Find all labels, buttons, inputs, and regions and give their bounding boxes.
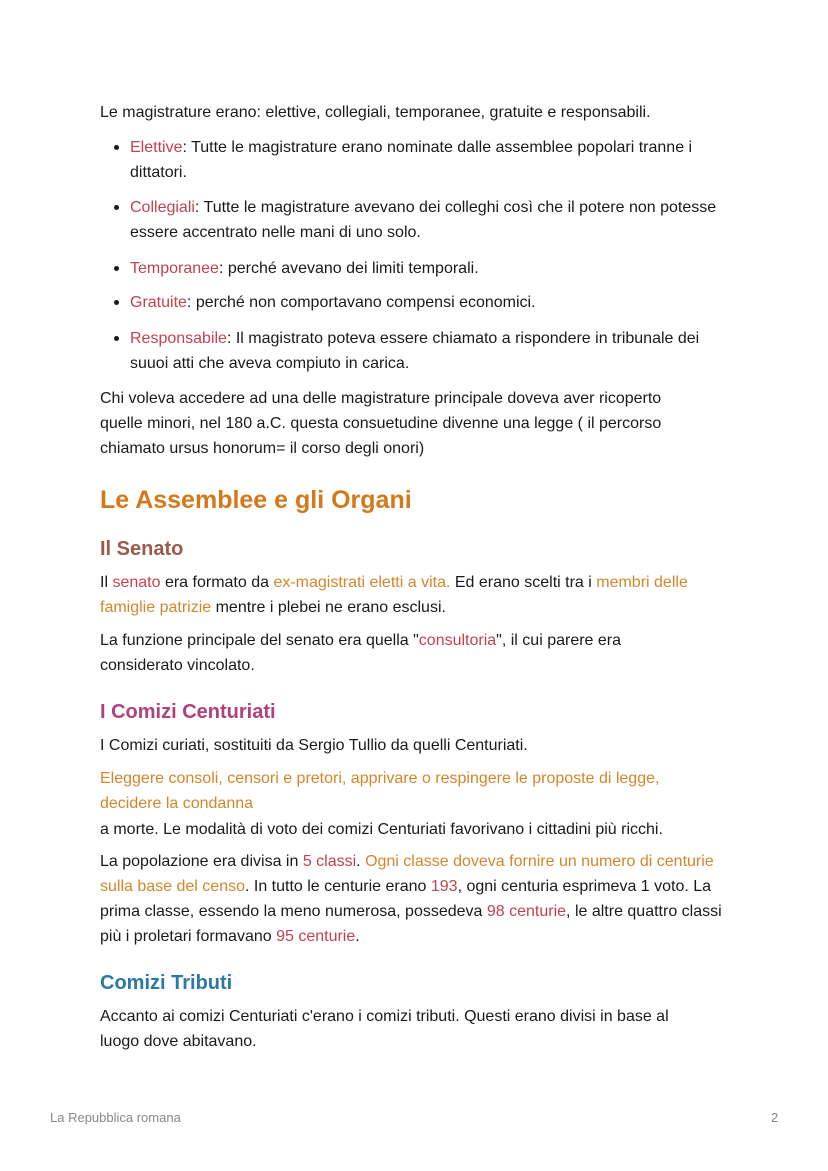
text-segment: Ed erano scelti tra i: [450, 574, 597, 591]
highlighted-text: consultoria: [418, 632, 497, 649]
text-segment: Accanto ai comizi Centuriati c'erano i comizi tributi. Questi erano divisi in base al luogo dove abitavano.: [100, 1008, 669, 1050]
senato-paragraph-2: [100, 628, 660, 678]
text-segment: I Comizi curiati, sostituiti da Sergio Tullio da quelli Centuriati.: [100, 737, 528, 754]
text-segment: La popolazione era divisa in: [100, 853, 303, 870]
text-segment: mentre i plebei ne erano esclusi.: [211, 599, 446, 616]
text-segment: : Tutte le magistrature erano nominate dalle assemblee popolari tranne i dittatori.: [130, 139, 693, 181]
list-item-gratuite: [130, 290, 730, 315]
tributi-paragraph: [100, 1004, 710, 1054]
bullet-icon: [114, 145, 119, 150]
highlighted-text: 95 centurie: [276, 928, 356, 945]
bullet-icon: [114, 300, 119, 305]
tributi-heading: Comizi Tributi: [100, 972, 233, 994]
text-segment: .: [356, 853, 366, 870]
highlighted-text: Responsabile: [130, 330, 227, 347]
highlighted-text: Ogni classe doveva fornire un numero di centurie sulla base del censo: [100, 853, 714, 895]
page-number: 2: [771, 1110, 779, 1125]
footer-title: La Repubblica romana: [50, 1110, 181, 1125]
highlighted-text: 98 centurie: [486, 903, 567, 920]
highlighted-text: senato: [112, 574, 161, 591]
text-segment: La funzione principale del senato era quella ": [100, 632, 419, 649]
highlighted-text: ex-magistrati eletti a vita.: [273, 574, 451, 591]
text-segment: Il: [100, 574, 113, 591]
highlighted-text: Elettive: [130, 139, 183, 156]
bullet-icon: [114, 205, 119, 210]
text-segment: , ogni centuria esprimeva 1 voto. La prima classe, essendo la meno numerosa, possedeva: [100, 878, 712, 920]
text-segment: ", il cui parere era considerato vincolato.: [100, 632, 622, 674]
list-item-collegiali: [130, 195, 730, 245]
text-segment: : perché avevano dei limiti temporali.: [218, 260, 479, 277]
text-segment: : perché non comportavano compensi economici.: [186, 294, 536, 311]
cursus-paragraph: [100, 386, 700, 461]
centuriati-heading: I Comizi Centuriati: [100, 701, 276, 723]
list-item-temporanee: [130, 256, 730, 281]
highlighted-text: Gratuite: [130, 294, 187, 311]
text-segment: .: [355, 928, 360, 945]
list-item-elettive: [130, 135, 730, 185]
text-segment: Chi voleva accedere ad una delle magistrature principale doveva aver ricoperto quelle minori, nel 180 a.C. questa consuetudine divenne una legge ( il percorso chiamato ursus honorum= il corso degli onori): [100, 390, 662, 457]
centuriati-paragraph-3: [100, 817, 732, 842]
centuriati-paragraph-2: [100, 766, 700, 816]
list-item-responsabile: [130, 326, 730, 376]
centuriati-paragraph-4: [100, 849, 732, 949]
senato-heading: Il Senato: [100, 538, 184, 560]
highlighted-text: membri delle famiglie patrizie: [100, 574, 688, 616]
highlighted-text: 193: [430, 878, 458, 895]
bullet-icon: [114, 336, 119, 341]
bullet-icon: [114, 266, 119, 271]
senato-paragraph-1: [100, 570, 732, 620]
text-segment: Le magistrature erano: elettive, collegiali, temporanee, gratuite e responsabili.: [100, 104, 651, 121]
centuriati-paragraph-1: [100, 733, 732, 758]
highlighted-text: Collegiali: [130, 199, 195, 216]
section-heading: Le Assemblee e gli Organi: [100, 486, 412, 514]
highlighted-text: 5 classi: [302, 853, 357, 870]
text-segment: : Il magistrato poteva essere chiamato a rispondere in tribunale dei suuoi atti che aveva compiuto in carica.: [130, 330, 700, 372]
text-segment: era formato da: [160, 574, 274, 591]
highlighted-text: Eleggere consoli, censori e pretori, apprivare o respingere le proposte di legge, decidere la condanna: [100, 770, 660, 812]
text-segment: : Tutte le magistrature avevano dei colleghi così che il potere non potesse essere accentrato nelle mani di uno solo.: [130, 199, 717, 241]
text-segment: a morte. Le modalità di voto dei comizi Centuriati favorivano i cittadini più ricchi.: [100, 821, 663, 838]
highlighted-text: Temporanee: [130, 260, 219, 277]
text-segment: . In tutto le centurie erano: [244, 878, 431, 895]
intro-paragraph: [100, 100, 732, 125]
text-segment: , le altre quattro classi più i proletari formavano: [100, 903, 722, 945]
